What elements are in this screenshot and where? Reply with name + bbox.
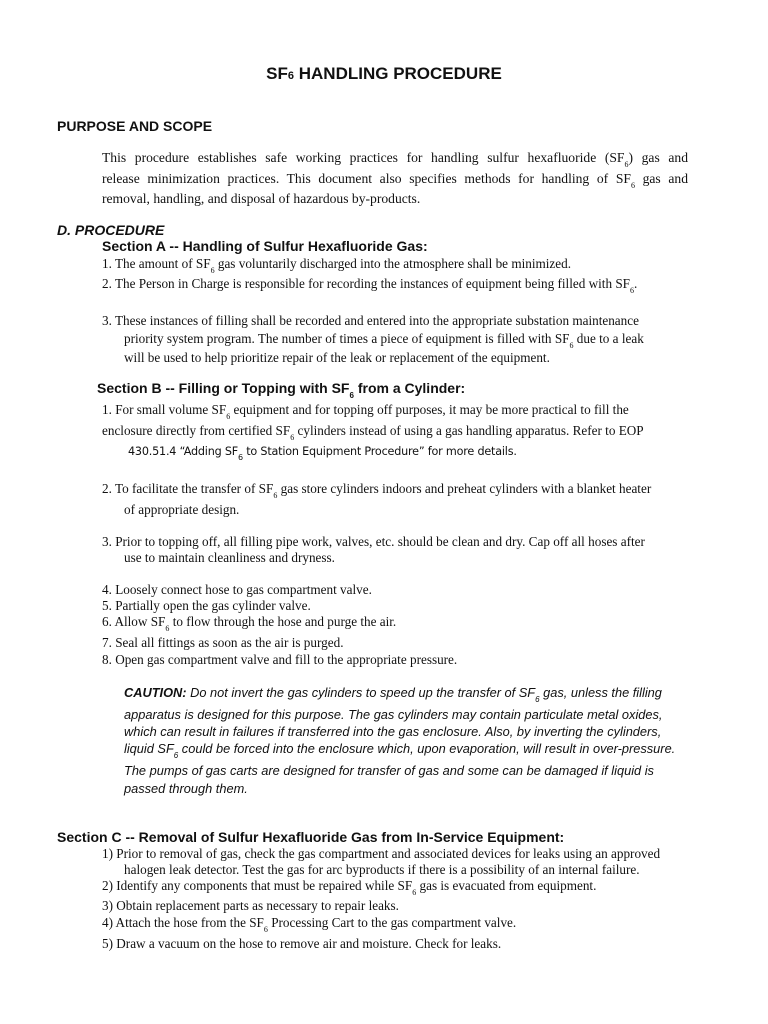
purpose-line-2: release minimization practices. This document also specifies methods for handling of $SF_6$ gas and xyxy=(102,170,688,190)
caution-line-5: The pumps of gas carts are designed for transfer of gas and some can be damaged if liquid is xyxy=(124,763,654,778)
document-title: SF6 HANDLING PROCEDURE xyxy=(266,64,502,83)
section-c-item-1-line-2: halogen leak detector. Test the gas for arc byproducts if there is a possibility of an internal failure. xyxy=(124,862,640,877)
section-b-item-1-line-3: 430.51.4 “Adding $SF_6$ to Station Equipment Procedure” for more details. xyxy=(128,445,517,462)
section-b-item-3-line-2: use to maintain cleanliness and dryness. xyxy=(124,550,335,565)
section-b-item-4: 4. Loosely connect hose to gas compartment valve. xyxy=(102,582,372,597)
section-b-item-2-line-2: of appropriate design. xyxy=(124,502,240,517)
section-b-item-1-line-1: 1. For small volume $SF_6$ equipment and for topping off purposes, it may be more practical to fill the xyxy=(102,402,629,421)
section-a-item-3-line-1: 3. These instances of filling shall be recorded and entered into the appropriate substation maintenance xyxy=(102,313,639,328)
section-b-item-7: 7. Seal all fittings as soon as the air is purged. xyxy=(102,635,344,650)
caution-line-1: CAUTION: Do not invert the gas cylinders to speed up the transfer of $SF_6$ gas, unless the filling xyxy=(124,685,662,704)
section-c-item-5: 5) Draw a vacuum on the hose to remove air and moisture. Check for leaks. xyxy=(102,936,502,951)
section-b-item-1-line-2: enclosure directly from certified $SF_6$ cylinders instead of using a gas handling apparatus. Refer to EOP xyxy=(102,423,644,442)
section-c-item-4: 4) Attach the hose from the $SF_6$ Processing Cart to the gas compartment valve. xyxy=(102,915,517,934)
section-b-item-5: 5. Partially open the gas cylinder valve. xyxy=(102,598,311,613)
section-c-heading: Section C -- Removal of Sulfur Hexafluoride Gas from In-Service Equipment: xyxy=(57,829,565,845)
caution-line-2: apparatus is designed for this purpose. The gas cylinders may contain particulate metal oxides, xyxy=(124,707,663,722)
caution-label: CAUTION: xyxy=(124,685,187,700)
section-c-item-2: 2) Identify any components that must be repaired while $SF_6$ gas is evacuated from equipment. xyxy=(102,878,597,897)
section-b-item-8: 8. Open gas compartment valve and fill to the appropriate pressure. xyxy=(102,652,458,667)
section-b-item-6: 6. Allow $SF_6$ to flow through the hose and purge the air. xyxy=(102,614,397,633)
section-b-heading: Section B -- Filling or Topping with $SF_6$ from a Cylinder: xyxy=(97,380,466,400)
purpose-line-3: removal, handling, and disposal of hazardous by-products. xyxy=(102,191,421,207)
purpose-paragraph xyxy=(102,148,688,210)
section-b-item-2-line-1: 2. To facilitate the transfer of $SF_6$ gas store cylinders indoors and preheat cylinders with a blanket heater xyxy=(102,481,652,500)
caution-line-3: which can result in failures if transferred into the gas enclosure. Also, by inverting the cylinders, xyxy=(124,724,662,739)
section-a-item-3-line-2: priority system program. The number of times a piece of equipment is filled with $SF_6$ due to a leak xyxy=(124,331,644,350)
procedure-heading: D. PROCEDURE xyxy=(57,222,165,238)
section-c-item-3: 3) Obtain replacement parts as necessary to repair leaks. xyxy=(102,898,399,913)
caution-line-6: passed through them. xyxy=(124,781,248,796)
section-a-item-2: 2. The Person in Charge is responsible for recording the instances of equipment being filled with $SF_6$. xyxy=(102,276,638,295)
section-a-item-1: 1. The amount of $SF_6$ gas voluntarily discharged into the atmosphere shall be minimized. xyxy=(102,256,572,275)
purpose-heading: PURPOSE AND SCOPE xyxy=(57,118,213,134)
section-a-heading: Section A -- Handling of Sulfur Hexafluoride Gas: xyxy=(102,238,428,254)
section-b-item-3-line-1: 3. Prior to topping off, all filling pipe work, valves, etc. should be clean and dry. Cap off all hoses after xyxy=(102,534,645,549)
section-a-item-3-line-3: will be used to help prioritize repair of the leak or replacement of the equipment. xyxy=(124,350,550,365)
purpose-line-1: This procedure establishes safe working practices for handling sulfur hexafluoride $(SF_6)$ gas and xyxy=(102,150,688,169)
caution-line-4: liquid $SF_6$ could be forced into the enclosure which, upon evaporation, will result in over-pressure. xyxy=(124,741,676,760)
section-c-item-1-line-1: 1) Prior to removal of gas, check the gas compartment and associated devices for leaks using an approved xyxy=(102,846,661,861)
